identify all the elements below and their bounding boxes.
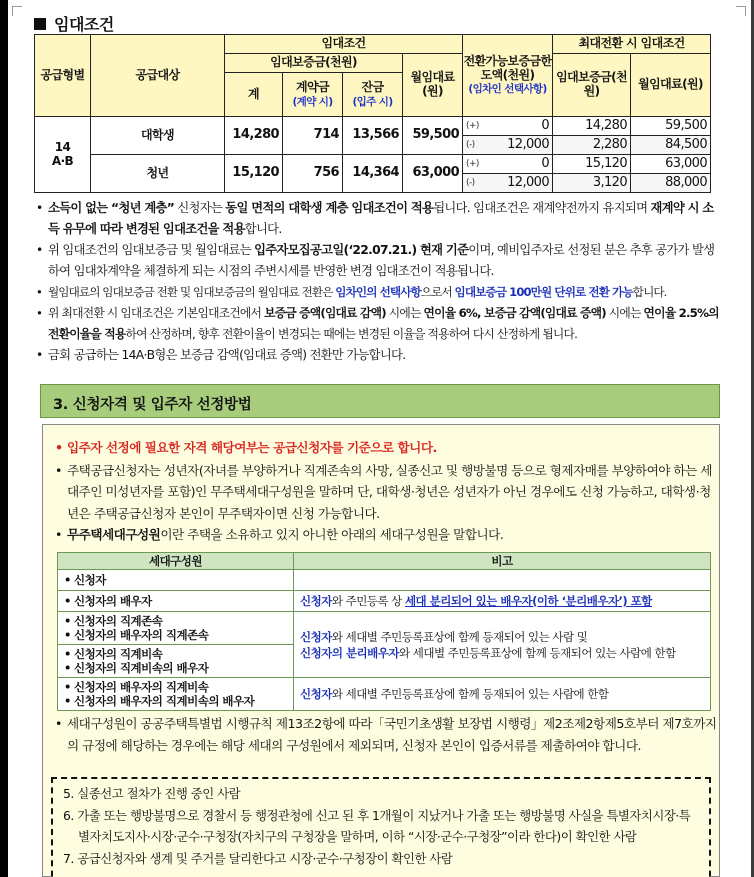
crop-mark-left (12, 6, 22, 16)
member-note-empty (294, 570, 711, 591)
down-cell: 714 (283, 117, 343, 155)
applicant-definition: • 주택공급신청자는 성년자(자녀를 부양하거나 직계존속의 사망, 실종신고 및 행방불명 등으로 형제자매를 부양하여야 하는 세대주인 미성년자를 포함)인 무주택세대구성원을 말하며 단, 대학생·청년은 성년자가 아닌 경우에도 신청 가능하고, 대학생·청년은 주택공급신청자 본인이 무주택자이면 신청 가능합니다. (53, 460, 717, 525)
convertible-minus-cell: (-) 12,000 (463, 136, 553, 155)
max-rent-cell: 63,000 (631, 155, 711, 174)
member-lineal-note: 신청자와 세대별 주민등록표상에 함께 등재되어 있는 사람 및 신청자의 분리배우자와 세대별 주민등록표상에 함께 등재되어 있는 사람에 한함 (294, 612, 711, 678)
target-cell: 대학생 (91, 117, 225, 155)
red-notice: • 입주자 선정에 필요한 자격 해당여부는 공급신청자를 기준으로 합니다. (53, 437, 717, 459)
household-members-table (57, 552, 711, 711)
header-down-payment: 계약금 (계약 시) (283, 73, 343, 117)
square-bullet-icon (34, 18, 46, 30)
balance-cell: 14,364 (343, 155, 403, 193)
member-ascendants: • 신청자의 직계존속 • 신청자의 배우자의 직계존속 (58, 612, 294, 645)
down-cell: 756 (283, 155, 343, 193)
note-item: • 금회 공급하는 14A·B형은 보증금 감액(임대료 증액) 전환만 가능합니다. (34, 345, 724, 366)
max-rent-cell: 59,500 (631, 117, 711, 136)
member-applicant: • 신청자 (58, 570, 294, 591)
qualification-text (53, 437, 717, 546)
max-deposit-cell: 3,120 (553, 174, 631, 193)
convertible-plus-cell: (+) 0 (463, 155, 553, 174)
rent-cell: 63,000 (403, 155, 463, 193)
household-member-definition: • 무주택세대구성원이란 주택을 소유하고 있지 아니한 아래의 세대구성원을 말합니다. (53, 524, 717, 546)
member-spouse: • 신청자의 배우자 (58, 591, 294, 612)
document-page (8, 0, 752, 877)
member-spouse-note: 신청자와 주민등록 상 세대 분리되어 있는 배우자(이하 ‘분리배우자’) 포함 (294, 591, 711, 612)
header-max-deposit: 임대보증금(천원) (553, 54, 631, 117)
header-supply-type: 공급형별 (35, 35, 91, 117)
members-header-right: 비고 (294, 553, 711, 570)
header-supply-target: 공급대상 (91, 35, 225, 117)
max-deposit-cell: 2,280 (553, 136, 631, 155)
note-item: • 위 최대전환 시 임대조건은 기본임대조건에서 보증금 증액(임대료 감액) 시에는 연이율 6%, 보증금 감액(임대료 증액) 시에는 연이율 2.5%의 전환이율을 적용하여 산정하며, 향후 전환이율이 변경되는 때에는 변경된 이율을 적용하여 다시 산정하게 됩니다. (34, 303, 724, 345)
convertible-plus-cell: (+) 0 (463, 117, 553, 136)
members-header-left: 세대구성원 (58, 553, 294, 570)
note-item: • 위 임대조건의 임대보증금 및 월임대료는 입주자모집공고일(‘22.07.21.) 현재 기준이며, 예비입주자로 선정된 분은 추후 공가가 발생하여 임대차계약을 체결하게 되는 시점의 주변시세를 반영한 변경 임대조건이 적용됩니다. (34, 240, 724, 282)
header-deposit-group: 임대보증금(천원) (225, 54, 403, 73)
rental-conditions-table (34, 34, 711, 193)
crop-mark-right (736, 6, 746, 16)
exclusion-item-6: 6. 가출 또는 행방불명으로 경찰서 등 행정관청에 신고 된 후 1개월이 지났거나 가출 또는 행방불명 사실을 특별자치시장·특별자치도지사·시장·군수·구청장(자치구의 구청장을 말하며, 이하 “시장·군수·구청장”이라 한다)이 확인한 사람 (63, 807, 691, 844)
exclusion-text: • 세대구성원이 공공주택특별법 시행규칙 제13조2항에 따라「국민기초생활 보장법 시행령」제2조제2항제5호부터 제7호까지의 규정에 해당하는 경우에는 해당 세대의 구성원에서 제외되며, 신청자 본인이 입증서류를 제출하여야 합니다. (53, 713, 717, 756)
total-cell: 14,280 (225, 117, 283, 155)
exclusion-item-7: 7. 공급신청자와 생계 및 주거를 달리한다고 시장·군수·구청장이 확인한 사람 (63, 850, 453, 866)
target-cell: 청년 (91, 155, 225, 193)
balance-cell: 13,566 (343, 117, 403, 155)
note-item: • 소득이 없는 “청년 계층” 신청자는 동일 면적의 대학생 계층 임대조건이 적용됩니다. 임대조건은 재계약전까지 유지되며 재계약 시 소득 유무에 따라 변경된 임대조건을 적용합니다. (34, 198, 724, 240)
total-cell: 15,120 (225, 155, 283, 193)
exclusion-rule (53, 713, 717, 756)
member-spouse-descendants-note: 신청자와 세대별 주민등록표상에 함께 등재되어 있는 사람에 한함 (294, 678, 711, 711)
header-balance: 잔금 (입주 시) (343, 73, 403, 117)
convertible-minus-cell: (-) 12,000 (463, 174, 553, 193)
member-spouse-descendants: • 신청자의 배우자의 직계비속 • 신청자의 배우자의 직계비속의 배우자 (58, 678, 294, 711)
qualification-box (42, 424, 720, 877)
header-max-conversion: 최대전환 시 임대조건 (553, 35, 711, 54)
header-convertible-deposit: 전환가능보증금한도액(천원) (임차인 선택사항) (463, 35, 553, 117)
max-deposit-cell: 14,280 (553, 117, 631, 136)
rent-cell: 59,500 (403, 117, 463, 155)
header-max-rent: 월임대료(원) (631, 54, 711, 117)
header-rental-conditions: 임대조건 (225, 35, 463, 54)
type-cell: 14 A·B (35, 117, 91, 193)
exclusion-item-5: 5. 실종선고 절차가 진행 중인 사람 (63, 786, 241, 801)
max-rent-cell: 84,500 (631, 136, 711, 155)
member-descendants: • 신청자의 직계비속 • 신청자의 직계비속의 배우자 (58, 645, 294, 678)
header-monthly-rent: 월임대료(원) (403, 54, 463, 117)
max-rent-cell: 88,000 (631, 174, 711, 193)
exclusion-list (51, 777, 711, 877)
section-title: 임대조건 (34, 12, 114, 35)
note-item: • 월임대료의 임대보증금 전환 및 임대보증금의 월임대료 전환은 임차인의 선택사항으로서 임대보증금 100만원 단위로 전환 가능합니다. (34, 282, 724, 303)
rental-notes (34, 198, 724, 366)
max-deposit-cell: 15,120 (553, 155, 631, 174)
header-total: 계 (225, 73, 283, 117)
section3-heading: 3. 신청자격 및 입주자 선정방법 (40, 384, 720, 418)
